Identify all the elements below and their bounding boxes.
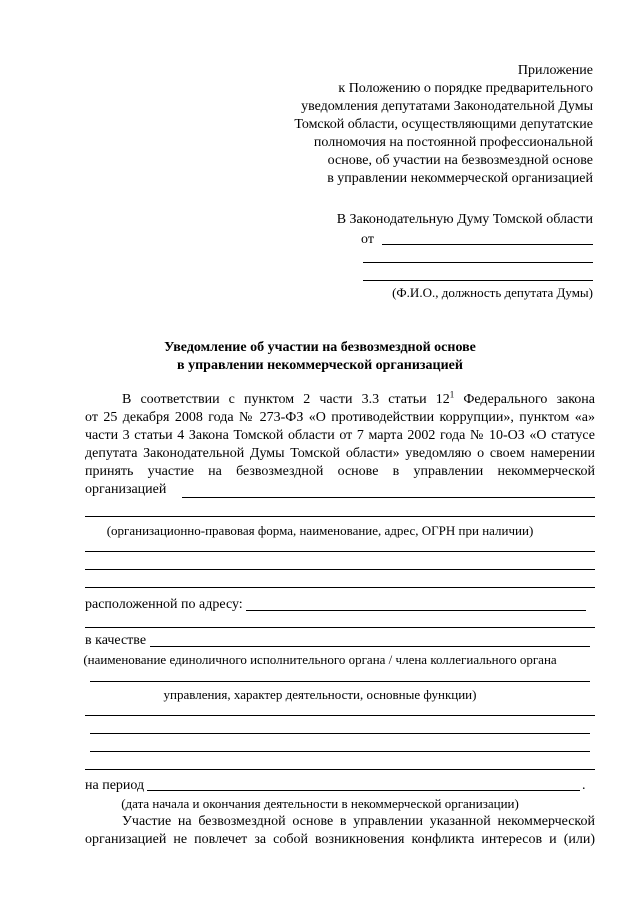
fio-field-line-2[interactable]: [363, 262, 593, 263]
appendix-line: основе, об участии на безвозмездной основе: [327, 153, 593, 168]
role-caption-2: управления, характер деятельности, основные функции): [163, 687, 477, 702]
role-field-line-1[interactable]: [150, 646, 590, 647]
fio-caption: (Ф.И.О., должность депутата Думы): [392, 285, 593, 300]
appendix-line: Томской области, осуществляющими депутатские: [294, 117, 593, 132]
paragraph-1: [85, 391, 595, 481]
notice-title-line-1: Уведомление об участии на безвозмездной основе: [164, 340, 476, 355]
paragraph-1-line-5: принять участие на безвозмездной основе в управлении некоммерческой: [85, 464, 595, 479]
fio-field-line-3[interactable]: [363, 280, 593, 281]
appendix-line: полномочия на постоянной профессиональной: [313, 135, 593, 150]
appendix-title: Приложение: [517, 63, 593, 78]
address-label: расположенной по адресу:: [85, 597, 243, 612]
addressee-to: В Законодательную Думу Томской области: [336, 212, 593, 227]
role-field-line-5[interactable]: [90, 751, 590, 752]
organization-field-line-4[interactable]: [85, 569, 595, 570]
appendix-line: уведомления депутатами Законодательной Думы: [301, 99, 593, 114]
organization-field-line-2[interactable]: [85, 516, 595, 517]
role-field-line-3[interactable]: [85, 715, 595, 716]
address-field-line-2[interactable]: [85, 627, 595, 628]
period-field-line[interactable]: [147, 790, 580, 791]
appendix-line: к Положению о порядке предварительного: [338, 81, 593, 96]
role-field-line-6[interactable]: [85, 769, 595, 770]
paragraph-1-line-2: от 25 декабря 2008 года № 273-ФЗ «О противодействии коррупции», пунктом «а»: [85, 410, 595, 425]
paragraph-1-line-3: части 3 статьи 4 Закона Томской области от 7 марта 2002 года № 10-ОЗ «О статусе: [85, 428, 595, 443]
paragraph-1-text-a: В соответствии с пунктом 2 части 3.3 статьи 12: [122, 392, 450, 407]
organization-field-line-1[interactable]: [182, 497, 595, 498]
role-field-line-4[interactable]: [90, 733, 590, 734]
period-label: на период: [85, 778, 145, 793]
paragraph-2-line-2: организацией не повлечет за собой возникновения конфликта интересов и (или): [85, 832, 595, 847]
address-field-line-1[interactable]: [246, 610, 586, 611]
period-end-mark: .: [582, 778, 586, 793]
paragraph-2: [85, 813, 595, 849]
role-caption-1: (наименование единоличного исполнительного органа / члена коллегиального органа: [83, 652, 557, 667]
paragraph-1-line-4: депутата Законодательной Думы Томской области» уведомляю о своем намерении: [85, 446, 595, 461]
from-label: от: [361, 232, 374, 247]
organization-label: организацией: [85, 482, 167, 497]
role-field-line-2[interactable]: [90, 681, 590, 682]
organization-caption: (организационно-правовая форма, наименование, адрес, ОГРН при наличии): [106, 523, 534, 538]
organization-field-line-5[interactable]: [85, 587, 595, 588]
organization-field-line-3[interactable]: [85, 551, 595, 552]
role-label: в качестве: [85, 633, 147, 648]
appendix-line: в управлении некоммерческой организацией: [327, 171, 593, 186]
article-superscript: 1: [449, 389, 455, 400]
paragraph-2-line-1: Участие на безвозмездной основе в управлении указанной некоммерческой: [122, 814, 595, 829]
paragraph-1-text-b: Федерального закона: [454, 392, 596, 407]
paragraph-1-line-1: [85, 391, 595, 409]
fio-field-line-1[interactable]: [382, 244, 593, 245]
notice-title-line-2: в управлении некоммерческой организацией: [177, 358, 463, 373]
period-caption: (дата начала и окончания деятельности в некоммерческой организации): [121, 796, 519, 811]
